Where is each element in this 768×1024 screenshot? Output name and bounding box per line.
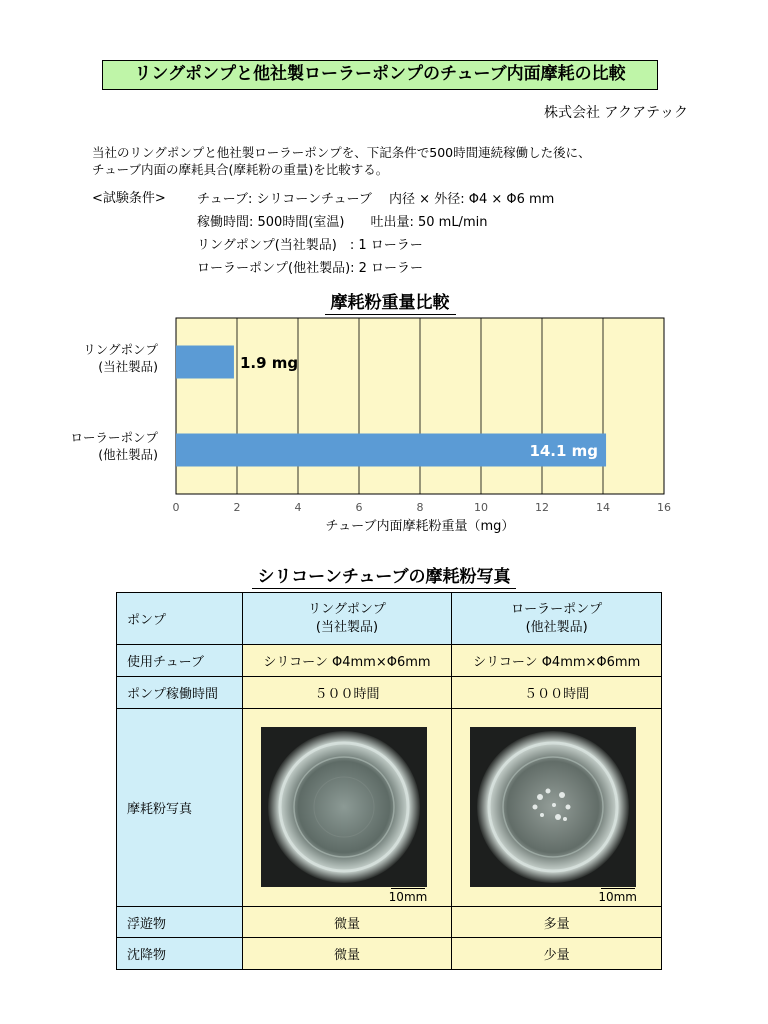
table-cell: 少量 <box>452 938 662 970</box>
x-tick-label: 4 <box>294 501 302 514</box>
table-cell: シリコーン Φ4mm×Φ6mm <box>242 645 452 677</box>
condition-line-4: ローラーポンプ(他社製品): 2 ローラー <box>197 261 424 276</box>
wear-weight-chart <box>60 310 700 540</box>
condition-line-3: リングポンプ(当社製品) : 1 ローラー <box>197 238 423 253</box>
table-cell: 微量 <box>242 938 452 970</box>
category-labels <box>70 342 158 462</box>
bar <box>176 346 234 379</box>
table-cell: 微量 <box>242 907 452 938</box>
scale-label: 10mm <box>388 890 428 904</box>
scale-bar-ring <box>389 888 428 904</box>
category-label: リングポンプ <box>83 342 158 357</box>
condition-line-2: 稼働時間: 500時間(室温) 吐出量: 50 mL/min <box>197 215 488 230</box>
x-tick-label: 10 <box>474 501 488 514</box>
data-label: 1.9 mg <box>239 354 299 372</box>
row-label: ポンプ稼働時間 <box>117 677 243 709</box>
x-ticks <box>173 501 672 514</box>
row-label: ポンプ <box>117 593 243 645</box>
x-axis-label: チューブ内面摩耗粉重量（mg） <box>325 519 515 534</box>
intro-line-2: チューブ内面の摩耗具合(摩耗粉の重量)を比較する。 <box>92 162 389 177</box>
table-row <box>117 677 662 709</box>
category-label: (当社製品) <box>98 359 158 374</box>
x-tick-label: 6 <box>355 501 363 514</box>
x-tick-label: 2 <box>233 501 241 514</box>
x-tick-label: 0 <box>172 501 180 514</box>
data-label: 14.1 mg <box>529 442 599 460</box>
table-row <box>117 907 662 938</box>
column-header-ring-pump: リングポンプ (当社製品) <box>242 593 452 645</box>
category-label: ローラーポンプ <box>70 430 158 445</box>
tube-photo-ring-pump <box>261 727 427 887</box>
photo-section-title: シリコーンチューブの摩耗粉写真 <box>252 567 517 589</box>
table-cell: 多量 <box>452 907 662 938</box>
chart-title: 摩耗粉重量比較 <box>325 293 456 315</box>
row-label: 浮遊物 <box>117 907 243 938</box>
table-cell: シリコーン Φ4mm×Φ6mm <box>452 645 662 677</box>
scale-bar-roller <box>598 888 637 904</box>
column-header-roller-pump: ローラーポンプ (他社製品) <box>452 593 662 645</box>
table-row <box>117 593 662 645</box>
x-tick-label: 8 <box>416 501 424 514</box>
table-row <box>117 709 662 907</box>
conditions-label: <試験条件> <box>92 191 166 206</box>
row-label: 沈降物 <box>117 938 243 970</box>
company-name: 株式会社 アクアテック <box>543 105 688 121</box>
x-tick-label: 16 <box>657 501 671 514</box>
table-row <box>117 938 662 970</box>
scale-label: 10mm <box>598 890 637 904</box>
row-label: 摩耗粉写真 <box>117 709 243 907</box>
photo-cell-roller-pump <box>452 709 662 907</box>
table-cell: ５００時間 <box>452 677 662 709</box>
x-tick-label: 12 <box>535 501 549 514</box>
table-row <box>117 645 662 677</box>
page-title: リングポンプと他社製ローラーポンプのチューブ内面摩耗の比較 <box>102 60 658 90</box>
x-tick-label: 14 <box>596 501 610 514</box>
photo-title-wrap <box>0 562 768 587</box>
row-label: 使用チューブ <box>117 645 243 677</box>
condition-line-1: チューブ: シリコーンチューブ 内径 × 外径: Φ4 × Φ6 mm <box>197 192 555 207</box>
comparison-table <box>116 592 662 970</box>
category-label: (他社製品) <box>98 447 158 462</box>
table-cell: ５００時間 <box>242 677 452 709</box>
intro-line-1: 当社のリングポンプと他社製ローラーポンプを、下記条件で500時間連続稼働した後に、 <box>92 145 591 160</box>
photo-cell-ring-pump <box>242 709 452 907</box>
tube-photo-roller-pump <box>470 727 636 887</box>
